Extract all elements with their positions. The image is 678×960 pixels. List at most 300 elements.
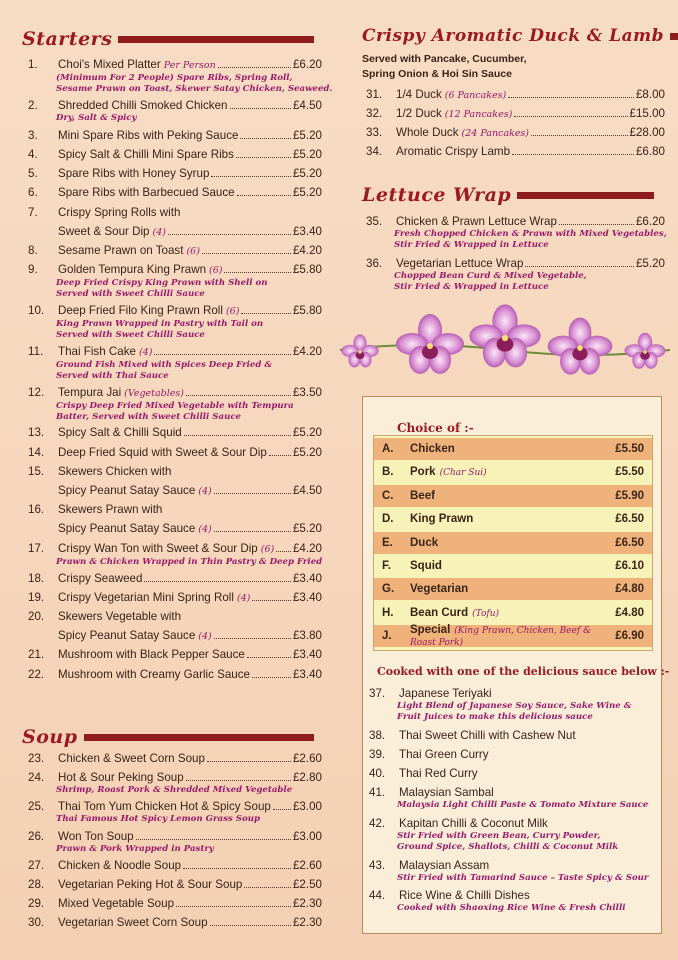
sauce-name: Thai Green Curry <box>399 748 489 761</box>
item-name: Vegetarian Peking Hot & Sour Soup <box>58 878 243 891</box>
dot-leader <box>273 809 291 810</box>
dot-leader <box>211 176 291 177</box>
item-name: Aromatic Crispy Lamb <box>396 145 511 158</box>
menu-item <box>22 752 322 766</box>
soup-title: Soup <box>22 726 78 748</box>
menu-item <box>22 99 322 124</box>
item-number: 6. <box>28 186 38 200</box>
item-number: 3. <box>28 128 38 142</box>
menu-item-line <box>360 215 665 229</box>
item-name: Sweet & Sour Dip <box>58 224 150 238</box>
item-price: £5.20 <box>292 167 322 181</box>
dot-leader <box>244 887 291 888</box>
choice-note: (Char Sui) <box>439 468 487 479</box>
item-number: 8. <box>28 244 38 257</box>
menu-item-line <box>22 148 322 162</box>
item-note: (6 Pancakes) <box>444 90 507 101</box>
sauce-name: Thai Sweet Chilli with Cashew Nut <box>399 729 576 742</box>
sauce-description: Cooked with Shaoxing Rice Wine & Fresh Chilli <box>397 903 626 913</box>
item-name: Crispy Wan Ton with Sweet & Sour Dip <box>58 541 258 555</box>
menu-item-line <box>22 465 322 479</box>
item-name: Chicken & Noodle Soup <box>58 859 182 873</box>
item-price: £2.80 <box>292 770 322 784</box>
item-price: £5.20 <box>635 257 665 270</box>
choice-note: (King Prawn, Chicken, Beef & Roast Pork) <box>410 626 592 649</box>
item-name: Spare Ribs with Honey Syrup <box>58 167 210 181</box>
item-name: Sesame Prawn on Toast <box>58 244 184 257</box>
item-note: (4) <box>198 524 212 536</box>
item-number: 35. <box>366 215 383 228</box>
menu-item-line <box>22 446 322 460</box>
dot-leader <box>241 313 291 314</box>
menu-item <box>22 610 322 624</box>
dot-leader <box>136 839 291 840</box>
sauce-number: 39. <box>369 748 386 761</box>
choice-letter: C. <box>382 489 394 502</box>
dot-leader <box>269 455 291 456</box>
choice-name <box>410 490 598 502</box>
menu-item <box>22 446 322 460</box>
item-number: 32. <box>366 107 383 120</box>
menu-item-line <box>22 771 322 785</box>
menu-item <box>22 878 322 892</box>
sauce-number: 41. <box>369 786 386 799</box>
sauce-number: 43. <box>369 858 386 872</box>
dot-leader <box>531 135 628 136</box>
item-name: Chicken & Prawn Lettuce Wrap <box>396 215 557 228</box>
item-price: £5.20 <box>292 148 322 161</box>
item-price: £4.20 <box>292 541 322 555</box>
item-price: £4.20 <box>292 344 322 358</box>
sauce-number: 37. <box>369 687 386 700</box>
item-price: £3.40 <box>292 590 322 604</box>
orchid-decoration <box>340 300 670 390</box>
item-description: Batter, Served with Sweet Chilli Sauce <box>56 411 242 422</box>
sauce-name: Kapitan Chilli & Coconut Milk <box>399 816 548 830</box>
choice-name-text: King Prawn <box>410 513 474 526</box>
menu-item-line <box>22 167 322 181</box>
item-name: Shredded Chilli Smoked Chicken <box>58 98 228 112</box>
menu-item-line <box>22 129 322 143</box>
item-price: £2.30 <box>292 896 322 910</box>
item-number: 34. <box>366 145 383 158</box>
item-description: Prawn & Chicken Wrapped in Thin Pastry & Deep Fried <box>56 556 323 567</box>
menu-item-line <box>22 591 322 606</box>
item-price: £5.80 <box>292 304 322 317</box>
menu-item-line <box>22 186 322 200</box>
menu-item <box>360 88 665 103</box>
item-name: Crispy Spring Rolls with <box>58 205 181 219</box>
lettuce-title: Lettuce Wrap <box>362 184 512 206</box>
choice-price: £5.50 <box>615 466 644 479</box>
menu-item <box>22 148 322 162</box>
sauce-name: Thai Red Curry <box>399 767 478 780</box>
dot-leader <box>252 677 291 678</box>
duck-title: Crispy Aromatic Duck & Lamb <box>362 26 665 46</box>
menu-item-line <box>22 206 322 220</box>
sauce-line <box>363 786 661 800</box>
menu-item-line <box>22 668 322 682</box>
choice-letter: H. <box>382 606 394 619</box>
menu-item-line <box>22 752 322 766</box>
choice-row <box>374 578 652 600</box>
item-price: £4.50 <box>292 484 322 497</box>
item-name: Skewers Vegetable with <box>58 610 182 623</box>
menu-item <box>360 107 665 122</box>
choice-letter: A. <box>382 443 394 455</box>
choice-name-text: Pork <box>410 466 436 479</box>
sauce-description: Fruit Juices to make this delicious sauce <box>397 712 593 722</box>
menu-item-line <box>22 484 322 499</box>
choice-name-text: Bean Curd <box>410 606 469 619</box>
choice-name-text: Chicken <box>410 443 455 455</box>
item-number: 17. <box>28 541 45 555</box>
choice-note: (Tofu) <box>472 608 500 619</box>
item-price: £28.00 <box>629 126 665 139</box>
item-number: 27. <box>28 859 45 873</box>
choice-name-text: Vegetarian <box>410 583 469 596</box>
item-name: Spicy Peanut Satay Sauce <box>58 629 196 643</box>
menu-item <box>22 484 322 499</box>
sauce-item <box>363 817 661 853</box>
choice-price: £5.90 <box>615 489 644 502</box>
thai-panel <box>362 396 670 934</box>
item-number: 18. <box>28 571 45 585</box>
item-note: (Vegetables) <box>124 387 184 399</box>
dot-leader <box>207 761 291 762</box>
menu-item <box>22 522 322 537</box>
dot-leader <box>276 551 291 552</box>
menu-item-line <box>22 610 322 624</box>
menu-item <box>360 126 665 141</box>
dot-leader <box>202 253 291 254</box>
sauce-line <box>363 889 661 903</box>
item-description: (Minimum For 2 People) Spare Ribs, Spring Roll, <box>56 73 293 83</box>
choice-letter: G. <box>382 583 395 596</box>
sauce-name: Rice Wine & Chilli Dishes <box>399 889 530 902</box>
dot-leader <box>186 395 291 396</box>
menu-item <box>22 186 322 200</box>
item-price: £8.00 <box>635 88 665 101</box>
item-note: (4) <box>236 592 251 604</box>
item-name: 1/2 Duck <box>396 107 442 120</box>
menu-item-line <box>22 503 322 517</box>
choice-name <box>410 624 598 648</box>
dot-leader <box>144 581 291 582</box>
heading-bar <box>118 36 314 43</box>
menu-item <box>22 800 322 825</box>
sauce-line <box>363 729 661 743</box>
sauce-description: Malaysia Light Chilli Paste & Tomato Mixture Sauce <box>397 800 649 810</box>
item-name: Thai Tom Yum Chicken Hot & Spicy Soup <box>58 800 271 814</box>
sauce-line <box>363 767 661 781</box>
sauce-number: 38. <box>369 729 386 742</box>
item-number: 9. <box>28 263 38 277</box>
menu-item-line <box>22 800 322 814</box>
dot-leader <box>512 154 634 155</box>
starters-title: Starters <box>22 28 113 50</box>
sauce-line <box>363 817 661 831</box>
item-price: £5.20 <box>292 522 322 536</box>
menu-item <box>22 668 322 682</box>
menu-item <box>360 257 665 293</box>
item-name: Crispy Vegetarian Mini Spring Roll <box>58 590 234 604</box>
item-price: £3.40 <box>292 224 322 238</box>
menu-item <box>22 206 322 220</box>
choice-price: £6.10 <box>615 560 644 572</box>
choice-price: £4.80 <box>615 606 644 619</box>
choice-name <box>410 537 598 549</box>
menu-item <box>22 167 322 181</box>
menu-item <box>22 648 322 662</box>
sauce-item <box>363 729 661 743</box>
menu-item-line <box>22 572 322 586</box>
dot-leader <box>236 157 291 158</box>
item-price: £2.50 <box>292 878 322 891</box>
choice-row <box>374 625 652 647</box>
item-price: £5.20 <box>292 445 322 459</box>
item-description: Prawn & Pork Wrapped in Pastry <box>56 843 214 854</box>
choice-row <box>374 485 652 507</box>
sauce-item <box>363 687 661 723</box>
choice-name-text: Special <box>410 624 451 637</box>
dot-leader <box>252 600 291 601</box>
item-price: £4.50 <box>292 98 322 112</box>
sauce-name: Japanese Teriyaki <box>399 687 492 700</box>
choice-letter: F. <box>382 560 391 572</box>
dot-leader <box>230 108 291 109</box>
item-price: £15.00 <box>629 107 665 120</box>
item-description: Served with Sweet Chilli Sauce <box>56 330 205 340</box>
sauce-line <box>363 859 661 873</box>
choice-price: £6.50 <box>615 536 644 549</box>
item-description: Stir Fried & Wrapped in Lettuce <box>394 240 549 250</box>
menu-item-line <box>22 878 322 892</box>
menu-item-line <box>22 345 322 360</box>
choice-name-text: Duck <box>410 536 439 549</box>
item-price: £6.20 <box>292 58 322 71</box>
menu-item-line <box>360 107 665 122</box>
sauce-description: Stir Fried with Tamarind Sauce – Taste Spicy & Sour <box>397 872 649 883</box>
item-number: 14. <box>28 445 45 459</box>
menu-item <box>360 215 665 251</box>
sauce-item <box>363 748 661 762</box>
dot-leader <box>508 97 634 98</box>
item-note: (6) <box>260 543 275 555</box>
item-number: 19. <box>28 590 45 604</box>
item-number: 29. <box>28 896 45 910</box>
lettuce-heading <box>362 184 654 206</box>
menu-item-line <box>22 244 322 259</box>
item-number: 7. <box>28 205 38 219</box>
starters-heading <box>22 28 314 50</box>
sauce-item <box>363 889 661 914</box>
choice-row <box>374 438 652 460</box>
dot-leader <box>154 354 291 355</box>
item-description: Served with Thai Sauce <box>56 370 169 381</box>
menu-item <box>22 386 322 423</box>
choice-price: £5.50 <box>615 443 644 455</box>
menu-item <box>22 591 322 606</box>
dot-leader <box>214 638 291 639</box>
item-name: Spicy Peanut Satay Sauce <box>58 484 196 497</box>
item-number: 20. <box>28 610 45 623</box>
menu-item-line <box>360 145 665 159</box>
item-name: Mushroom with Black Pepper Sauce <box>58 648 245 662</box>
choice-name <box>410 466 598 478</box>
menu-item <box>22 263 322 300</box>
menu-item <box>22 225 322 240</box>
soup-heading <box>22 726 314 748</box>
item-price: £6.80 <box>635 145 665 158</box>
dot-leader <box>237 195 291 196</box>
item-number: 25. <box>28 800 45 814</box>
menu-item-line <box>360 126 665 141</box>
item-name: Skewers Prawn with <box>58 503 163 517</box>
item-name: Choi's Mixed Platter <box>58 58 161 71</box>
item-note: (12 Pancakes) <box>444 109 513 120</box>
item-number: 36. <box>366 257 383 270</box>
choice-letter: D. <box>382 513 394 526</box>
dot-leader <box>240 138 291 139</box>
sauce-line <box>363 687 661 701</box>
item-number: 2. <box>28 98 38 112</box>
dot-leader <box>514 116 627 117</box>
item-description: King Prawn Wrapped in Pastry with Tail on <box>56 319 264 329</box>
sauce-description: Ground Spice, Shallots, Chilli & Coconut Milk <box>397 841 619 852</box>
dot-leader <box>214 493 291 494</box>
item-note: (24 Pancakes) <box>461 128 530 139</box>
item-name: Tempura Jai <box>58 385 122 399</box>
item-description: Chopped Bean Curd & Mixed Vegetable, <box>394 271 587 281</box>
choice-name <box>410 583 598 595</box>
item-name: Spare Ribs with Barbecued Sauce <box>58 186 235 200</box>
menu-item-line <box>22 648 322 662</box>
item-name: Won Ton Soup <box>58 829 134 843</box>
item-number: 30. <box>28 915 45 929</box>
item-name: Skewers Chicken with <box>58 464 172 478</box>
dot-leader <box>210 925 291 926</box>
item-number: 22. <box>28 667 45 681</box>
choice-price: £4.80 <box>615 583 644 596</box>
choice-price: £6.50 <box>615 513 644 526</box>
choice-letter: E. <box>382 536 393 549</box>
sauce-item <box>363 786 661 811</box>
item-note: (6) <box>186 246 200 257</box>
dot-leader <box>559 224 634 225</box>
choice-row <box>374 532 652 554</box>
menu-item-line <box>22 99 322 113</box>
item-number: 1. <box>28 58 38 71</box>
item-number: 23. <box>28 752 45 765</box>
item-note: (4) <box>198 486 212 497</box>
item-name: Mushroom with Creamy Garlic Sauce <box>58 667 250 681</box>
menu-item <box>22 859 322 873</box>
item-price: £4.20 <box>292 244 322 257</box>
menu-item <box>22 629 322 644</box>
item-number: 33. <box>366 126 383 139</box>
item-description: Thai Famous Hot Spicy Lemon Grass Soup <box>56 814 260 825</box>
heading-bar <box>670 33 678 40</box>
item-number: 4. <box>28 148 38 161</box>
item-description: Crispy Deep Fried Mixed Vegetable with Tempura <box>56 400 294 411</box>
menu-item <box>22 916 322 930</box>
item-name: Thai Fish Cake <box>58 344 136 358</box>
dot-leader <box>214 531 291 532</box>
menu-item <box>22 771 322 796</box>
dot-leader <box>218 67 291 68</box>
item-note: (4) <box>138 346 153 358</box>
dot-leader <box>525 266 634 267</box>
item-price: £6.20 <box>635 215 665 228</box>
sauce-description: Light Blend of Japanese Soy Sauce, Sake Wine & <box>397 701 632 711</box>
menu-item-line <box>22 426 322 440</box>
menu-item-line <box>22 916 322 930</box>
item-description: Dry, Salt & Spicy <box>56 112 137 123</box>
item-name: Mixed Vegetable Soup <box>58 896 175 910</box>
item-name: Vegetarian Sweet Corn Soup <box>58 915 208 929</box>
menu-item-line <box>360 88 665 103</box>
item-description: Served with Sweet Chilli Sauce <box>56 289 205 300</box>
item-name: Mini Spare Ribs with Peking Sauce <box>58 128 239 142</box>
sauce-number: 40. <box>369 767 386 780</box>
item-name: 1/4 Duck <box>396 88 442 101</box>
dot-leader <box>183 868 291 869</box>
item-price: £3.50 <box>292 385 322 399</box>
item-note: (6) <box>209 265 223 277</box>
menu-item-line <box>22 830 322 844</box>
sauce-item <box>363 767 661 781</box>
menu-item-line <box>22 859 322 873</box>
choice-price: £6.90 <box>615 630 644 643</box>
sauce-number: 42. <box>369 816 386 830</box>
menu-item-line <box>22 542 322 557</box>
menu-item <box>22 244 322 259</box>
menu-item-line <box>22 304 322 319</box>
sauce-label: Cooked with one of the delicious sauce below :- <box>377 665 670 678</box>
choice-row <box>374 508 652 530</box>
menu-item <box>22 830 322 855</box>
item-price: £3.40 <box>292 667 322 681</box>
item-description: Fresh Chopped Chicken & Prawn with Mixed Vegetables, <box>394 229 667 239</box>
item-name: Crispy Seaweed <box>58 571 143 585</box>
item-name: Deep Fried Filo King Prawn Roll <box>58 304 223 317</box>
choice-name <box>410 513 598 525</box>
menu-item-line <box>22 386 322 401</box>
menu-item-line <box>22 897 322 911</box>
item-description: Deep Fried Crispy King Prawn with Shell on <box>56 278 268 289</box>
menu-item <box>22 503 322 517</box>
choice-row <box>374 555 652 577</box>
menu-item <box>22 304 322 341</box>
dot-leader <box>186 780 291 781</box>
item-price: £5.20 <box>292 128 322 142</box>
item-price: £3.40 <box>292 571 322 585</box>
menu-item <box>22 426 322 440</box>
sauce-description: Stir Fried with Green Bean, Curry Powder, <box>397 830 601 841</box>
duck-subtitle-1: Served with Pancake, Cucumber, <box>362 53 527 65</box>
choice-table <box>373 435 653 651</box>
duck-subtitle-2: Spring Onion & Hoi Sin Sauce <box>362 68 512 80</box>
item-number: 21. <box>28 648 45 662</box>
menu-item <box>22 58 333 95</box>
menu-item-line <box>22 225 322 240</box>
dot-leader <box>247 657 291 658</box>
choice-row <box>374 461 652 483</box>
item-number: 24. <box>28 770 45 784</box>
menu-item-line <box>22 263 322 278</box>
item-number: 11. <box>28 344 44 358</box>
